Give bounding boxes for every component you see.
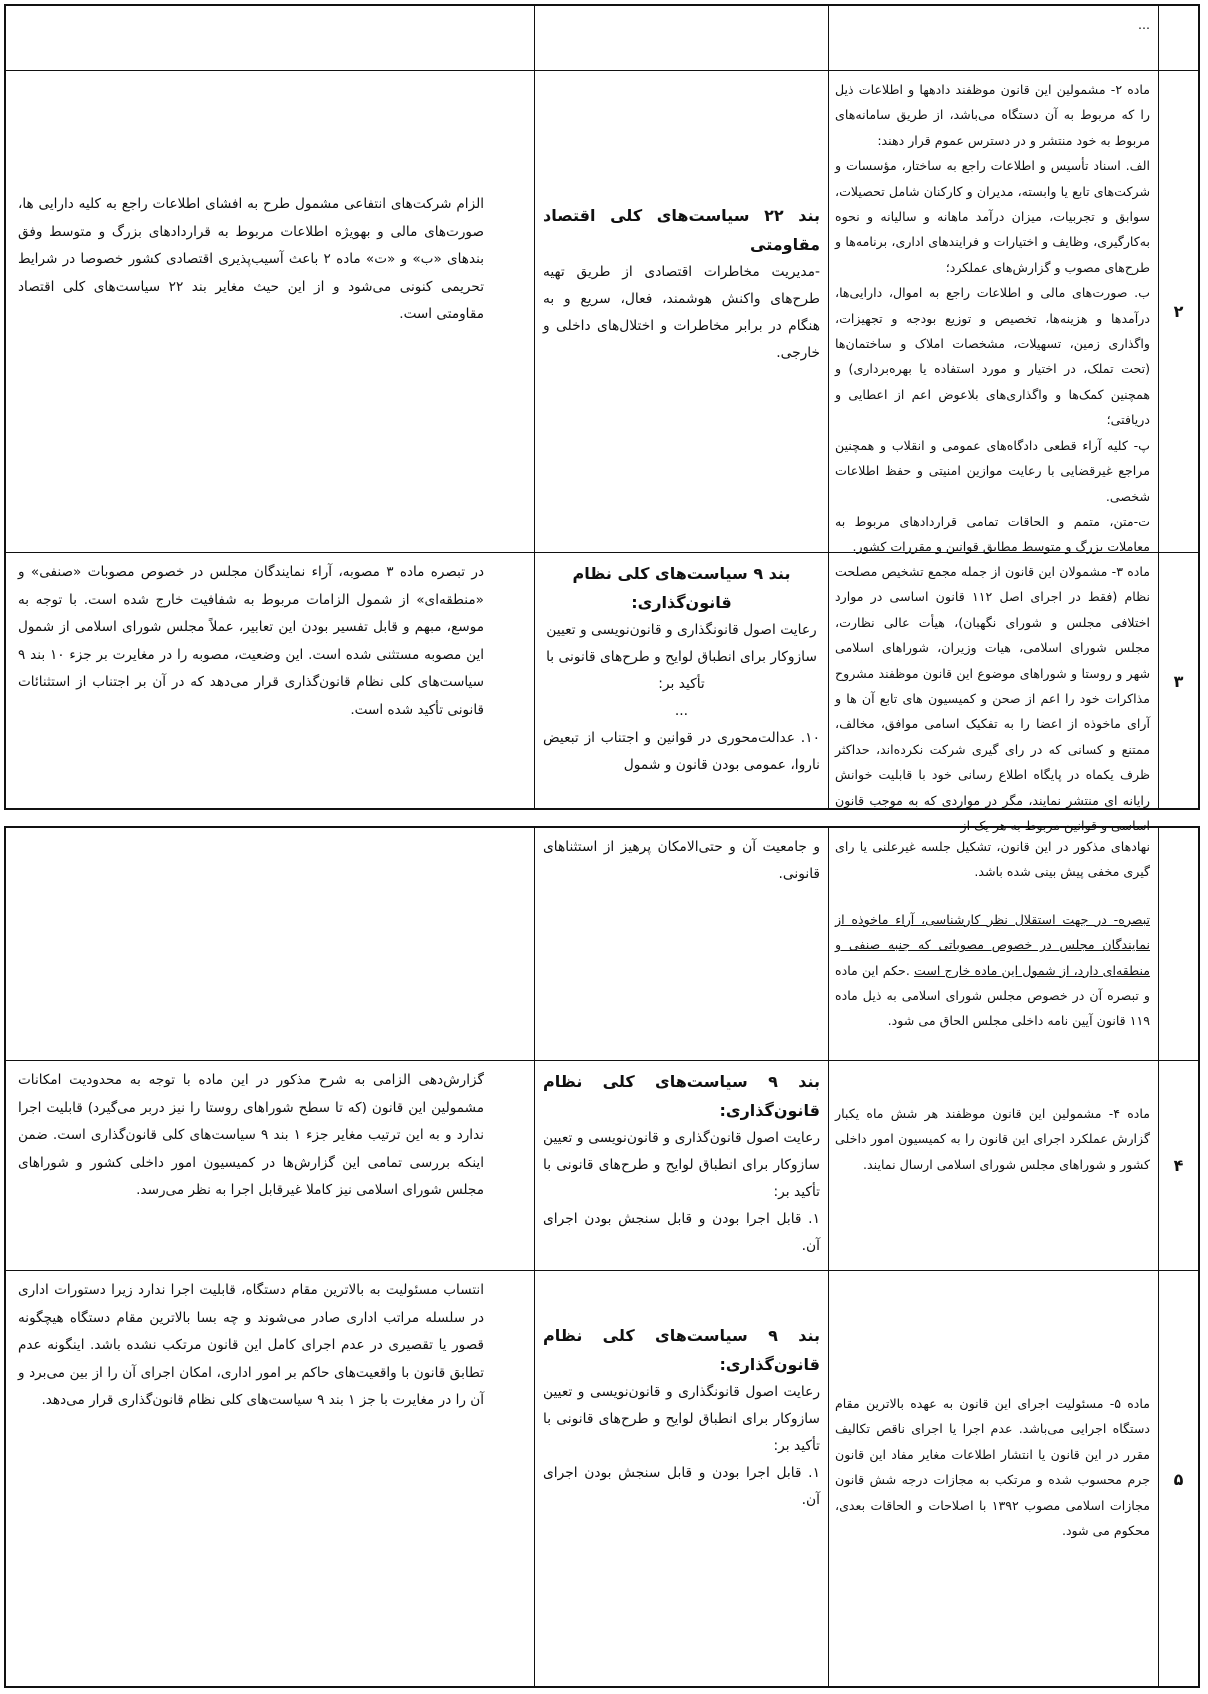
policy-text: رعایت اصول قانون‌گذاری و قانون‌نویسی و تعیین سازوکار برای انطباق لوایح و طرح‌های قانونی با تأکید بر:	[543, 1130, 820, 1200]
comparison-table-2	[4, 826, 1200, 1688]
row-number-cell	[1158, 828, 1198, 1060]
review-cell	[6, 553, 494, 810]
article-2-clause-p: پ- کلیه آراء قطعی دادگاه‌های عمومی و انقلاب و همچنین مراجع غیرقضایی با رعایت موازین امنیتی و حفظ اطلاعات شخصی.	[835, 437, 1150, 504]
review-cell	[6, 6, 494, 70]
ellipsis-text: ...	[1137, 17, 1150, 32]
policy-item-1: ۱. قابل اجرا بودن و قابل سنجش بودن اجرای آن.	[543, 1211, 820, 1254]
policy-cell	[534, 1271, 828, 1688]
article-2-clause-t: ت-متن، متمم و الحاقات تمامی قراردادهای مربوط به معاملات بزرگ و متوسط مطابق قوانین و مقررات کشور.	[835, 513, 1150, 555]
spacer	[835, 885, 1150, 907]
policy-title: بند ۹ سیاست‌های کلی نظام قانون‌گذاری:	[543, 1326, 820, 1374]
row-number-cell: ۳	[1158, 553, 1198, 810]
law-text-cell	[828, 553, 1158, 834]
article-3-text-cont: نهادهای مذکور در این قانون، تشکیل جلسه غیرعلنی یا رای گیری مخفی پیش بینی شده باشد.	[835, 839, 1150, 880]
review-text: گزارش‌دهی الزامی به شرح مذکور در این ماده با توجه به محدودیت امکانات مشمولین این قانون (که تا سطح شوراهای روستا را نیز دربر می‌گیرد) قابلیت اجرا ندارد و به این ترتیب مغایر جزء ۱ بند ۹ سیاست‌های کلی قانون‌گذاری است. ضمن اینکه بررسی تمامی این گزارش‌ها در کمیسیون امور داخلی کشور و شوراهای مجلس شورای اسلامی نیز کاملا غیرقابل اجرا به نظر می‌رسد.	[18, 1072, 485, 1198]
article-4-text: ماده ۴- مشمولین این قانون موظفند هر شش ماه یکبار گزارش عملکرد اجرای این قانون را به کمیسیون امور داخلی کشور و شوراهای مجلس شورای اسلامی ارسال نمایند.	[835, 1106, 1150, 1172]
policy-item-10: ۱۰. عدالت‌محوری در قوانین و اجتناب از تبعیض ناروا، عمومی بودن قانون و شمول	[543, 730, 820, 773]
policy-text-cont: و جامعیت آن و حتی‌الامکان پرهیز از استثناهای قانونی.	[543, 839, 820, 882]
table-row-article-4	[6, 1060, 1198, 1270]
article-3-note	[835, 907, 1150, 1034]
note-underlined: تبصره- در جهت استقلال نظر کارشناسی، آراء ماخوذه از نمایندگان مجلس در خصوص مصوباتی که جنبه صنفی و منطقه‌ای دارد، از شمول این ماده خارج است	[835, 911, 1150, 978]
policy-text: رعایت اصول قانونگذاری و قانون‌نویسی و تعیین سازوکار برای انطباق لوایح و طرح‌های قانونی با تأکید بر:	[546, 622, 817, 692]
article-5-text: ماده ۵- مسئولیت اجرای این قانون به عهده بالاترین مقام دستگاه اجرایی می‌باشد. عدم اجرا یا اجرای ناقص تکالیف مقرر در این قانون یا انتشار اطلاعات مغایر مفاد این قانون جرم محسوب شده و مرتکب به مجازات درجه شش قانون مجازات اسلامی مصوب ۱۳۹۲ با اصلاحات و الحاقات بعدی، محکوم می شود.	[835, 1396, 1150, 1539]
review-text: انتساب مسئولیت به بالاترین مقام دستگاه، قابلیت اجرا ندارد زیرا دستورات اداری در سلسله مراتب اداری صادر می‌شوند و چه بسا بالاترین مقام دستگاه هیچگونه قصور یا تقصیری در عدم اجرای کامل این قانون مرتکب نشده باشد. اینگونه عدم تطابق قانون با واقعیت‌های حاکم بر امور اداری، امکان اجرای آن را از بین می‌برد و آن را در مغایرت با جز ۱ بند ۹ سیاست‌های کلی نظام قانون‌گذاری قرار می‌دهد.	[18, 1282, 484, 1408]
policy-title: بند ۹ سیاست‌های کلی نظام قانون‌گذاری:	[572, 564, 791, 612]
table-row-article-5	[6, 1270, 1198, 1688]
row-number-cell	[1158, 6, 1198, 70]
policy-title: بند ۹ سیاست‌های کلی نظام قانون‌گذاری:	[543, 1072, 820, 1120]
policy-text: رعایت اصول قانونگذاری و قانون‌نویسی و تعیین سازوکار برای انطباق لوایح و طرح‌های قانونی با تأکید بر:	[543, 1384, 820, 1454]
article-3-text: ماده ۳- مشمولان این قانون از جمله مجمع تشخیص مصلحت نظام (فقط در اجرای اصل ۱۱۲ قانون اساسی در موارد اختلافی مجلس و شورای نگهبان)، هیأت عالی نظارت، مجلس شورای اسلامی، هیات وزیران، شوراهای اسلامی شهر و روستا و شوراهای موضوع این قانون موظفند مشروح مذاکرات خود را اعم از صحن و کمیسیون های تابع آن ها و آرای ماخوذه از اعضا را به تفکیک اسامی موافق، مخالف، ممتنع و کسانی که در رای گیری شرکت نکرده‌اند، حداکثر ظرف یکماه در پایگاه اطلاع رسانی خود با قابلیت خوانش رایانه ای منتشر نمایند، مگر در مواردی که به موجب قانون اساسی و قوانین مربوط به هر یک از	[835, 564, 1150, 834]
row-number-cell: ۵	[1158, 1271, 1198, 1688]
table-row-article-2	[6, 70, 1198, 555]
comparison-table-1	[4, 4, 1200, 834]
policy-cell	[534, 828, 828, 1060]
policy-text: -مدیریت مخاطرات اقتصادی از طریق تهیه طرح‌های واکنش هوشمند، فعال، سریع و به هنگام در برابر مخاطرات و اختلال‌های داخلی و خارجی.	[543, 264, 820, 361]
policy-cell	[534, 71, 828, 552]
policy-item-1: ۱. قابل اجرا بودن و قابل سنجش بودن اجرای آن.	[543, 1465, 820, 1508]
law-text-cell	[828, 1061, 1158, 1270]
policy-cell	[534, 1061, 828, 1270]
law-text-cell	[828, 71, 1158, 555]
policy-cell	[534, 553, 828, 810]
policy-cell	[534, 6, 828, 70]
review-cell	[6, 71, 494, 552]
policy-ellipsis: ...	[674, 703, 689, 719]
review-text: الزام شرکت‌های انتفاعی مشمول طرح به افشای اطلاعات راجع به کلیه دارایی ها، صورت‌های مالی و بهویژه اطلاعات مربوط به قراردادهای بزرگ و متوسط وفق بندهای «ب» و «ت» ماده ۲ باعث آسیب‌پذیری اقتصادی کشور خصوصا در شرایط تحریمی کنونی می‌شود و از این حیث مغایر بند ۲۲ سیاست‌های کلی اقتصاد مقاومتی است.	[18, 196, 484, 322]
law-text-cell	[828, 828, 1158, 1060]
row-number-cell: ۴	[1158, 1061, 1198, 1270]
table-row-continuation	[6, 6, 1198, 70]
row-number-cell: ۲	[1158, 71, 1198, 552]
review-text: در تبصره ماده ۳ مصوبه، آراء نمایندگان مجلس در خصوص مصوبات «صنفی» و «منطقه‌ای» از شمول الزامات مربوط به شفافیت خارج شده است. با توجه به موسع، مبهم و قابل تفسیر بودن این تعابیر، عملاً مجلس شورای اسلامی از شمول این مصوبه مستثنی شده است. این وضعیت، مصوبه را در مغایرت بر جزء ۱۰ بند ۹ سیاست‌های کلی نظام قانون‌گذاری قرار می‌دهد که در آن بر اجتناب از استثنائات قانونی تأکید شده است.	[18, 564, 485, 718]
article-2-clause-a: الف. اسناد تأسیس و اطلاعات راجع به ساختار، مؤسسات و شرکت‌های تابع یا وابسته، مدیران و کارکنان شامل تحصیلات، سوابق و تجربیات، میزان درآمد ماهانه و سالیانه و نحوه به‌کارگیری، وظایف و اختیارات و فرایندهای اداری، برنامه‌ها و طرح‌های مصوب و گزارش‌های عملکرد؛	[835, 158, 1150, 275]
review-cell	[6, 1061, 494, 1270]
note-rest: .حکم این ماده و تبصره آن در خصوص مجلس شورای اسلامی به ذیل ماده ۱۱۹ قانون آیین نامه داخلی مجلس الحاق می شود.	[835, 962, 1150, 1029]
law-text-cell	[828, 6, 1158, 70]
table-row-article-3-cont	[6, 828, 1198, 1060]
law-text-cell	[828, 1271, 1158, 1688]
article-2-clause-b: ب. صورت‌های مالی و اطلاعات راجع به اموال، دارایی‌ها، درآمدها و هزینه‌ها، تخصیص و توزیع بودجه و تجهیزات، واگذاری زمین، تسهیلات، مشخصات املاک و ساختمان‌ها (تحت تملک، در اختیار و مورد استفاده یا بهره‌برداری) و همچنین کمک‌ها و واگذاری‌های بلاعوض اعم از اعطایی و دریافتی؛	[835, 285, 1150, 428]
policy-title: بند ۲۲ سیاست‌های کلی اقتصاد مقاومتی	[543, 206, 820, 254]
review-cell	[6, 1271, 494, 1688]
article-2-intro: ماده ۲- مشمولین این قانون موظفند دادهها و اطلاعات ذیل را که مربوط به آن دستگاه می‌باشد، از طریق سامانه‌های مربوط به خود منتشر و در دسترس عموم قرار دهند:	[835, 82, 1150, 148]
table-row-article-3	[6, 552, 1198, 834]
review-cell	[6, 828, 494, 1060]
